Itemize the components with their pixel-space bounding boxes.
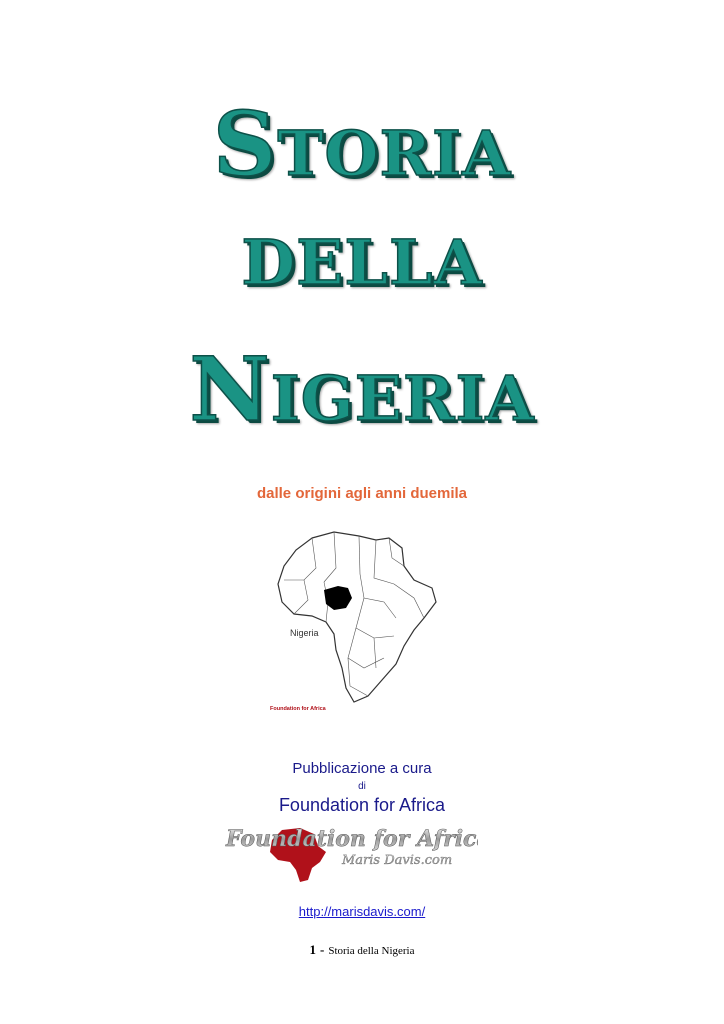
publication-line-1: Pubblicazione a cura [292,760,432,777]
page-footer [0,941,724,959]
title-initial-s: S [212,92,278,196]
publication-line-3: Foundation for Africa [278,795,446,815]
title-rest-nigeria: IGERIA [270,362,535,435]
website-link-wrap [0,904,724,919]
title-line-1 [0,92,724,196]
footer-text: Storia della Nigeria [328,945,415,957]
logo-sub-text: Maris Davis.com [342,853,453,868]
subtitle: dalle origini agli anni duemila [256,485,468,502]
map-credit: Foundation for Africa [270,706,326,712]
publication-line-2: di [358,781,366,792]
website-link[interactable]: http://marisdavis.com/ [298,904,426,919]
page-number: 1 [309,942,316,957]
footer-separator: - [320,942,325,957]
title-line-3 [0,337,724,441]
foundation-for-africa-logo [222,822,478,884]
africa-map-icon [264,518,444,718]
africa-map-image [264,518,444,718]
title-initial-n: N [189,337,271,441]
logo-main-text: Foundation for Africa [226,826,478,852]
africa-outline [278,532,436,702]
title-della: DELLA [241,226,483,299]
map-label-nigeria: Nigeria [290,628,319,638]
title-line-2 [0,226,724,299]
title-rest-storia: TORIA [277,117,512,190]
